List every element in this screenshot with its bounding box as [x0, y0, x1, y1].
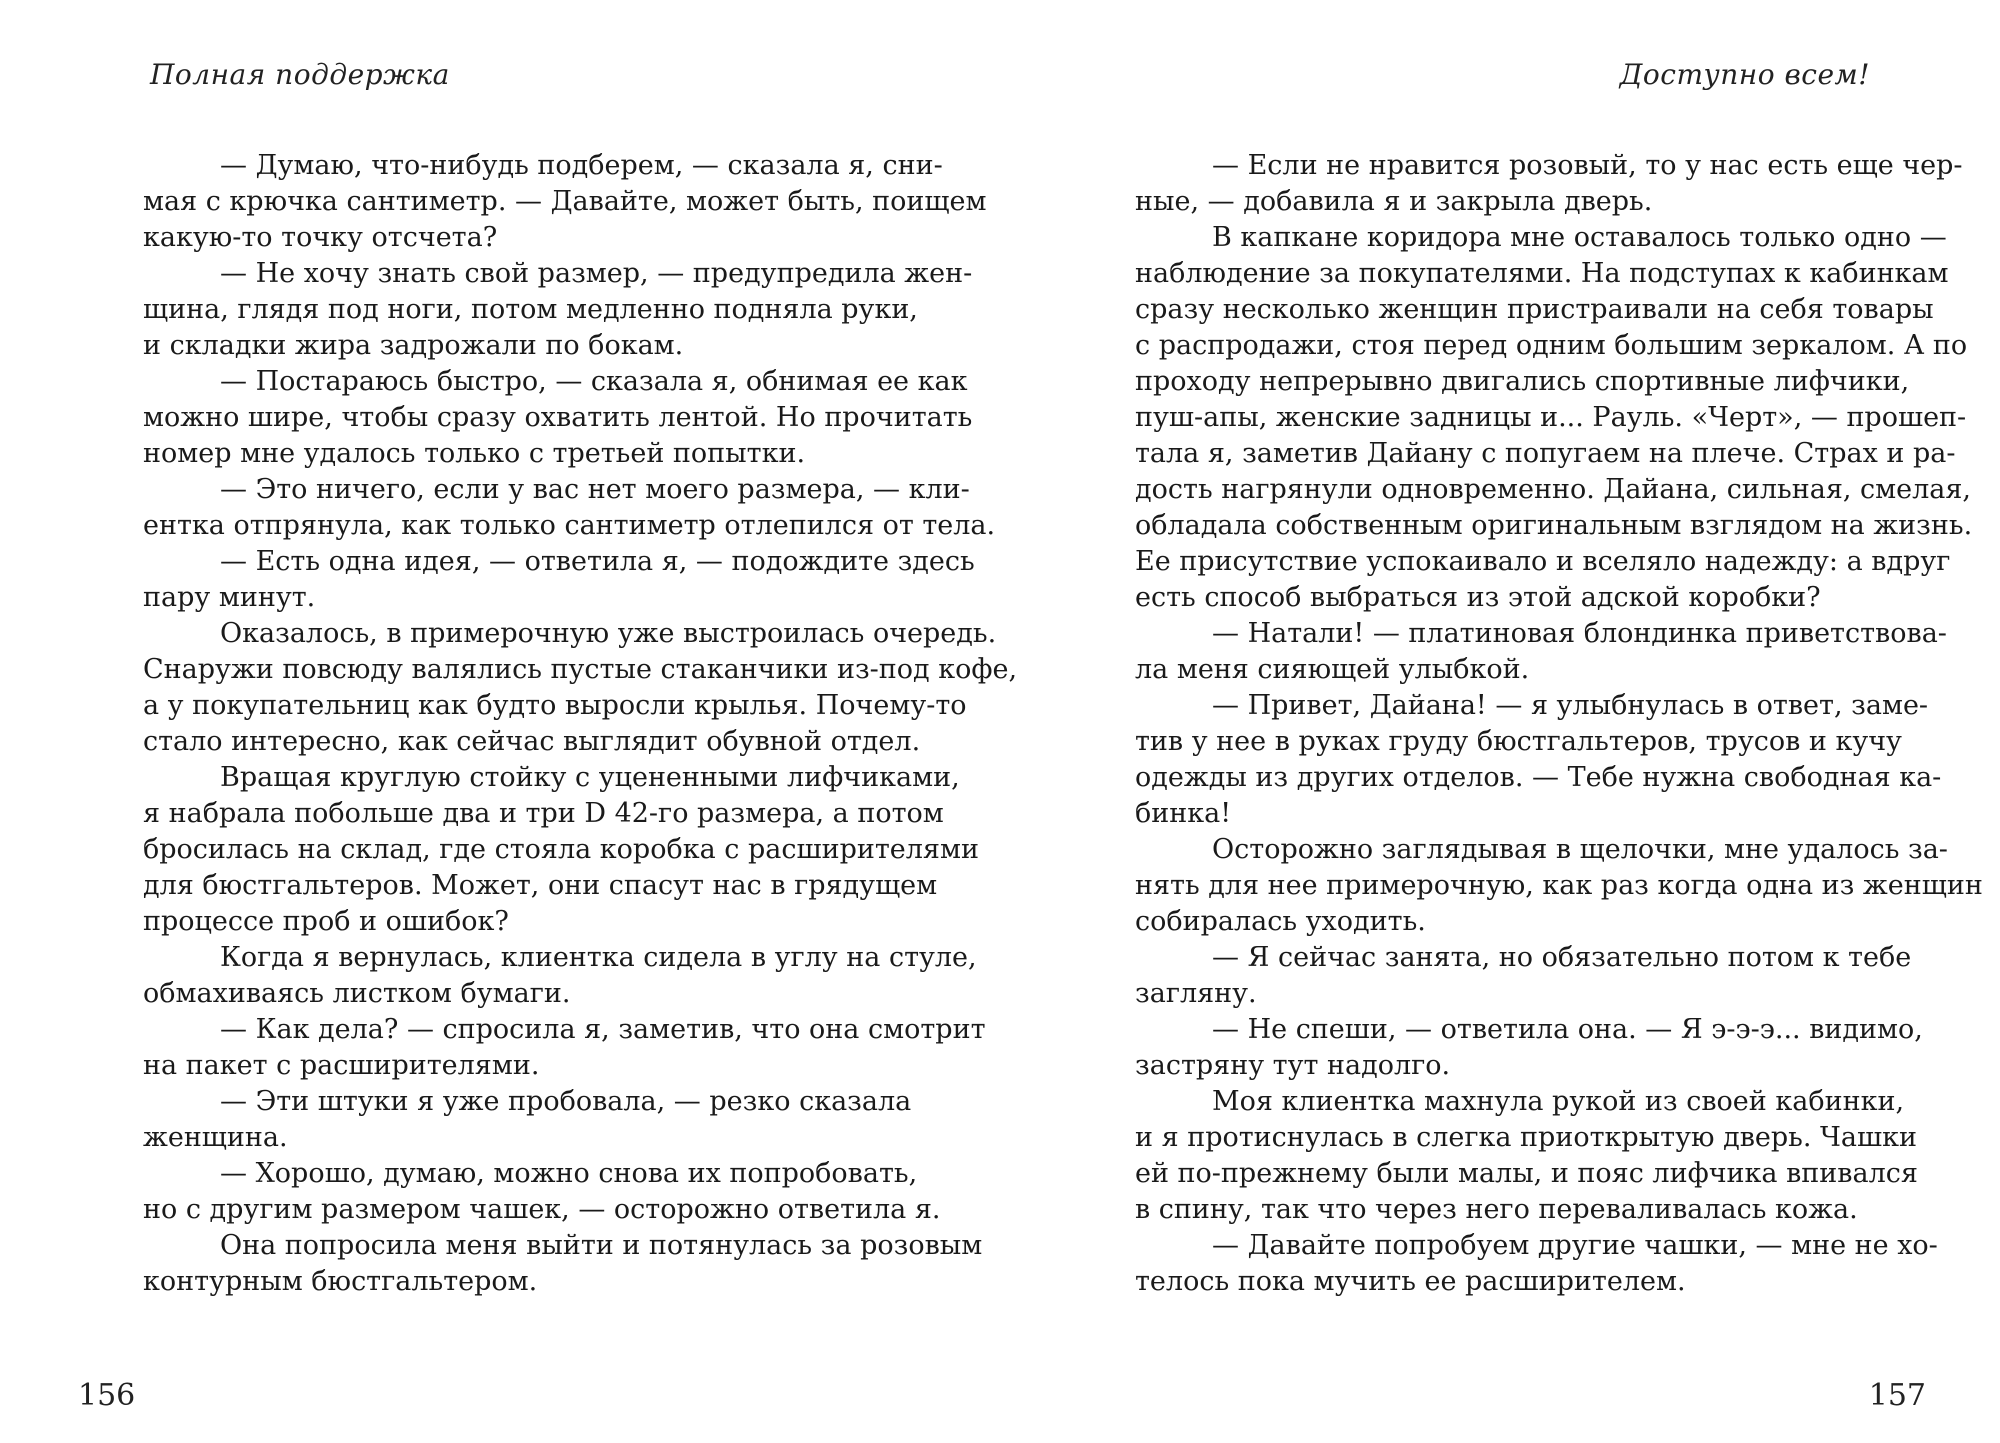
- text-line: процессе проб и ошибок?: [143, 906, 509, 937]
- text-line: Она попросила меня выйти и потянулась за розовым: [220, 1230, 983, 1261]
- text-line: Вращая круглую стойку с уцененными лифчиками,: [220, 762, 960, 793]
- text-line: номер мне удалось только с третьей попытки.: [143, 438, 806, 469]
- text-line: в спину, так что через него переваливалась кожа.: [1135, 1194, 1858, 1225]
- text-line: пару минут.: [143, 582, 316, 613]
- right-page-body: [1135, 148, 1983, 1300]
- text-line: обмахиваясь листком бумаги.: [143, 978, 571, 1009]
- text-line: тала я, заметив Дайану с попугаем на плече. Страх и ра-: [1135, 438, 1956, 469]
- text-line: — Не спеши, — ответила она. — Я э-э-э... видимо,: [1212, 1014, 1923, 1045]
- text-line: ла меня сияющей улыбкой.: [1135, 654, 1530, 685]
- text-line: — Есть одна идея, — ответила я, — подождите здесь: [220, 546, 975, 577]
- text-line: одежды из других отделов. — Тебе нужна свободная ка-: [1135, 762, 1942, 793]
- text-line: и я протиснулась в слегка приоткрытую дверь. Чашки: [1135, 1122, 1917, 1153]
- text-line: а у покупательниц как будто выросли крылья. Почему-то: [143, 690, 967, 721]
- text-line: обладала собственным оригинальным взглядом на жизнь.: [1135, 510, 1973, 541]
- text-line: стало интересно, как сейчас выглядит обувной отдел.: [143, 726, 921, 757]
- text-line: сразу несколько женщин пристраивали на себя товары: [1135, 294, 1934, 325]
- text-line: Ее присутствие успокаивало и вселяло надежду: а вдруг: [1135, 546, 1951, 577]
- text-line: щина, глядя под ноги, потом медленно подняла руки,: [143, 294, 918, 325]
- text-line: и складки жира задрожали по бокам.: [143, 330, 684, 361]
- text-line: — Если не нравится розовый, то у нас есть еще чер-: [1212, 150, 1963, 181]
- running-head-left: Полная поддержка: [150, 58, 450, 91]
- text-line: пуш-апы, женские задницы и... Рауль. «Черт», — прошеп-: [1135, 402, 1967, 433]
- text-line: наблюдение за покупателями. На подступах к кабинкам: [1135, 258, 1949, 289]
- text-line: но с другим размером чашек, — осторожно ответила я.: [143, 1194, 941, 1225]
- text-line: тив у нее в руках груду бюстгальтеров, трусов и кучу: [1135, 726, 1902, 757]
- running-head-right: Доступно всем!: [1619, 58, 1870, 91]
- text-line: мая с крючка сантиметр. — Давайте, может быть, поищем: [143, 186, 987, 217]
- text-line: застряну тут надолго.: [1135, 1050, 1451, 1081]
- text-line: В капкане коридора мне оставалось только одно —: [1212, 222, 1947, 253]
- text-line: контурным бюстгальтером.: [143, 1266, 538, 1297]
- text-line: Когда я вернулась, клиентка сидела в углу на стуле,: [220, 942, 977, 973]
- text-line: загляну.: [1135, 978, 1257, 1009]
- text-line: — Думаю, что-нибудь подберем, — сказала я, сни-: [220, 150, 943, 181]
- text-line: бросилась на склад, где стояла коробка с расширителями: [143, 834, 979, 865]
- right-page: [1000, 0, 2000, 1443]
- text-line: женщина.: [143, 1122, 288, 1153]
- text-line: — Как дела? — спросила я, заметив, что она смотрит: [220, 1014, 986, 1045]
- text-line: — Постараюсь быстро, — сказала я, обнимая ее как: [220, 366, 968, 397]
- text-line: — Эти штуки я уже пробовала, — резко сказала: [220, 1086, 912, 1117]
- text-line: ей по-прежнему были малы, и пояс лифчика впивался: [1135, 1158, 1918, 1189]
- text-line: Осторожно заглядывая в щелочки, мне удалось за-: [1212, 834, 1948, 865]
- left-page-body: [143, 148, 1018, 1300]
- text-line: нять для нее примерочную, как раз когда одна из женщин: [1135, 870, 1983, 901]
- text-line: для бюстгальтеров. Может, они спасут нас в грядущем: [143, 870, 938, 901]
- text-line: Снаружи повсюду валялись пустые стаканчики из-под кофе,: [143, 654, 1018, 685]
- text-line: можно шире, чтобы сразу охватить лентой. Но прочитать: [143, 402, 973, 433]
- text-line: — Натали! — платиновая блондинка приветствова-: [1212, 618, 1947, 649]
- text-line: — Хорошо, думаю, можно снова их попробовать,: [220, 1158, 918, 1189]
- text-line: есть способ выбраться из этой адской коробки?: [1135, 582, 1821, 613]
- text-line: — Привет, Дайана! — я улыбнулась в ответ, заме-: [1212, 690, 1929, 721]
- text-line: ные, — добавила я и закрыла дверь.: [1135, 186, 1653, 217]
- text-line: дость нагрянули одновременно. Дайана, сильная, смелая,: [1135, 474, 1971, 505]
- text-line: телось пока мучить ее расширителем.: [1135, 1266, 1686, 1297]
- text-line: бинка!: [1135, 798, 1232, 829]
- text-line: я набрала побольше два и три D 42-го размера, а потом: [143, 798, 944, 829]
- text-line: собиралась уходить.: [1135, 906, 1426, 937]
- text-line: проходу непрерывно двигались спортивные лифчики,: [1135, 366, 1910, 397]
- text-line: — Не хочу знать свой размер, — предупредила жен-: [220, 258, 973, 289]
- text-line: Оказалось, в примерочную уже выстроилась очередь.: [220, 618, 997, 649]
- text-line: Моя клиентка махнула рукой из своей кабинки,: [1212, 1086, 1905, 1117]
- text-line: с распродажи, стоя перед одним большим зеркалом. А по: [1135, 330, 1968, 361]
- page-number-left: 156: [78, 1378, 136, 1413]
- text-line: ентка отпрянула, как только сантиметр отлепился от тела.: [143, 510, 996, 541]
- page-number-right: 157: [1868, 1378, 1926, 1413]
- text-line: — Давайте попробуем другие чашки, — мне не хо-: [1212, 1230, 1938, 1261]
- text-line: — Это ничего, если у вас нет моего размера, — кли-: [220, 474, 970, 505]
- text-line: на пакет с расширителями.: [143, 1050, 540, 1081]
- text-line: какую-то точку отсчета?: [143, 222, 498, 253]
- text-line: — Я сейчас занята, но обязательно потом к тебе: [1212, 942, 1912, 973]
